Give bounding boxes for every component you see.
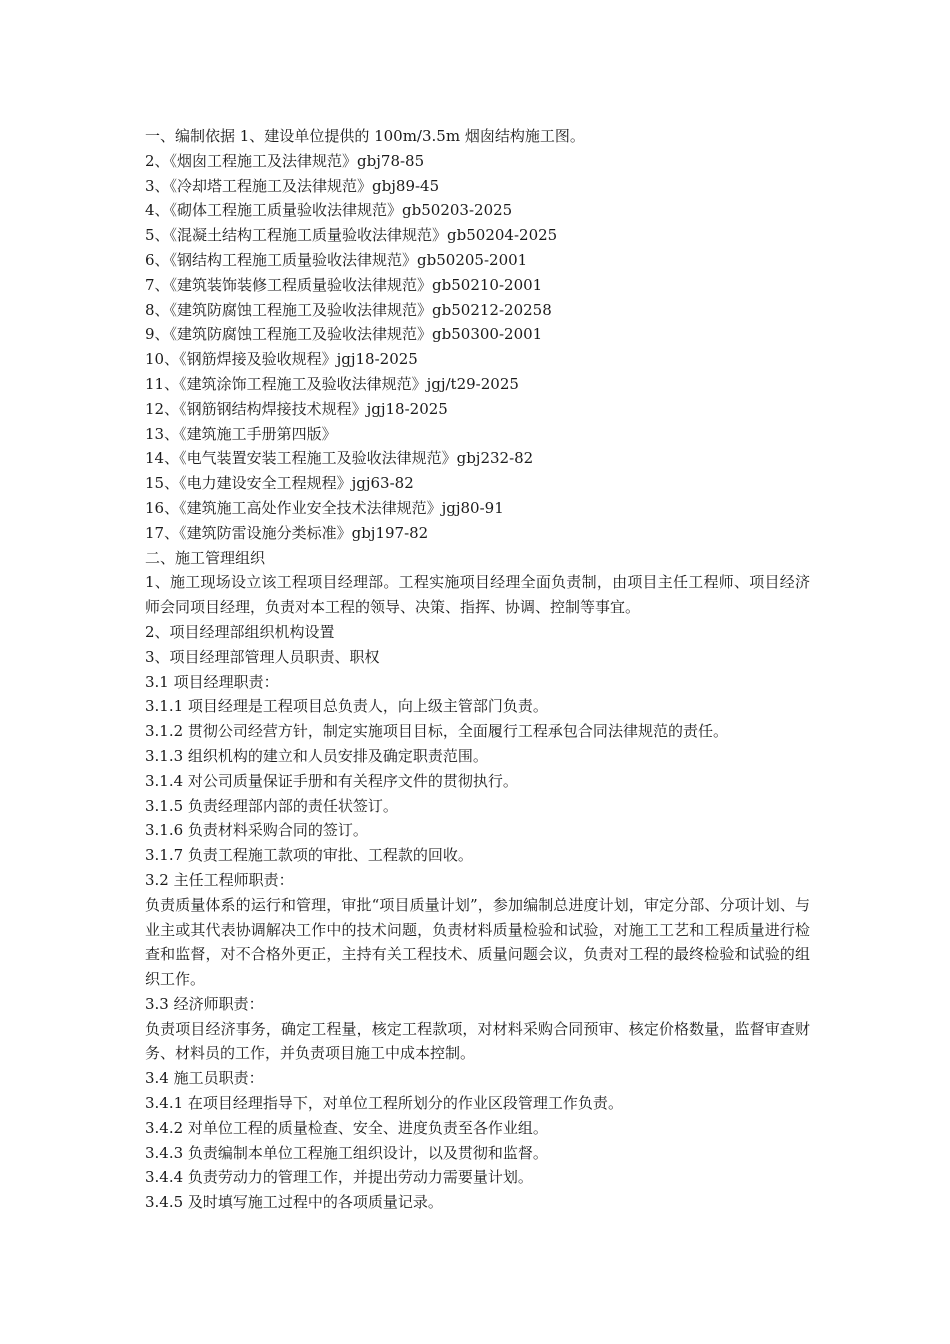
reference-item: 9、《建筑防腐蚀工程施工及验收法律规范》gb50300-2001	[145, 325, 543, 344]
paragraph-economist: 负责项目经济事务，确定工程量，核定工程款项，对材料采购合同预审、核定价格数量，监督审查财务、材料员的工作，并负责项目施工中成本控制。	[145, 1019, 810, 1063]
reference-item: 14、《电气装置安装工程施工及验收法律规范》gbj232-82	[145, 449, 534, 468]
reference-item: 5、《混凝土结构工程施工质量验收法律规范》gb50204-2025	[145, 226, 558, 245]
reference-item: 15、《电力建设安全工程规程》jgj63-82	[145, 474, 414, 493]
reference-item: 4、《砌体工程施工质量验收法律规范》gb50203-2025	[145, 201, 513, 220]
subheading: 3、项目经理部管理人员职责、职权	[145, 647, 380, 666]
section-heading-organization: 二、施工管理组织	[145, 548, 266, 567]
duty-item: 3.1.5 负责经理部内部的责任状签订。	[145, 796, 398, 815]
duty-item: 3.4.1 在项目经理指导下，对单位工程所划分的作业区段管理工作负责。	[145, 1094, 623, 1113]
reference-item: 12、《钢筋钢结构焊接技术规程》jgj18-2025	[145, 399, 448, 418]
subheading-economist: 3.3 经济师职责：	[145, 994, 264, 1013]
reference-item: 2、《烟囱工程施工及法律规范》gbj78-85	[145, 151, 425, 170]
duty-item: 3.1.7 负责工程施工款项的审批、工程款的回收。	[145, 846, 473, 865]
reference-item: 8、《建筑防腐蚀工程施工及验收法律规范》gb50212-20258	[145, 300, 552, 319]
reference-item: 3、《冷却塔工程施工及法律规范》gbj89-45	[145, 176, 440, 195]
subheading-chief-engineer: 3.2 主任工程师职责：	[145, 870, 294, 889]
reference-item: 11、《建筑涂饰工程施工及验收法律规范》jgj/t29-2025	[145, 374, 519, 393]
reference-item: 10、《钢筋焊接及验收规程》jgj18-2025	[145, 350, 418, 369]
section-heading-basis: 一、编制依据 1、建设单位提供的 100m/3.5m 烟囱结构施工图。	[145, 127, 585, 145]
duty-item: 3.4.2 对单位工程的质量检查、安全、进度负责至各作业组。	[145, 1118, 548, 1137]
paragraph-project-department: 1、施工现场设立该工程项目经理部。工程实施项目经理全面负责制，由项目主任工程师、项目经济师会同项目经理，负责对本工程的领导、决策、指挥、协调、控制等事宜。	[145, 573, 810, 617]
document-page	[145, 124, 810, 1215]
duty-item: 3.4.3 负责编制本单位工程施工组织设计，以及贯彻和监督。	[145, 1143, 548, 1162]
duty-item: 3.1.1 项目经理是工程项目总负责人，向上级主管部门负责。	[145, 697, 548, 716]
subheading-constructor: 3.4 施工员职责：	[145, 1069, 264, 1088]
duty-item: 3.1.6 负责材料采购合同的签订。	[145, 821, 368, 840]
reference-item: 6、《钢结构工程施工质量验收法律规范》gb50205-2001	[145, 250, 528, 269]
duty-item: 3.1.4 对公司质量保证手册和有关程序文件的贯彻执行。	[145, 771, 518, 790]
reference-item: 16、《建筑施工高处作业安全技术法律规范》jgj80-91	[145, 498, 504, 517]
subheading-project-manager: 3.1 项目经理职责：	[145, 672, 279, 691]
duty-item: 3.4.5 及时填写施工过程中的各项质量记录。	[145, 1193, 443, 1212]
duty-item: 3.1.2 贯彻公司经营方针，制定实施项目目标，全面履行工程承包合同法律规范的责任。	[145, 722, 728, 741]
paragraph-chief-engineer: 负责质量体系的运行和管理，审批“项目质量计划”，参加编制总进度计划，审定分部、分项计划、与业主或其代表协调解决工作中的技术问题，负责材料质量检验和试验，对施工工艺和工程质量进行检查和监督，对不合格外更正，主持有关工程技术、质量问题会议，负责对工程的最终检验和试验的组织工作。	[145, 895, 810, 989]
reference-item: 17、《建筑防雷设施分类标准》gbj197-82	[145, 523, 429, 542]
subheading: 2、项目经理部组织机构设置	[145, 622, 335, 641]
duty-item: 3.4.4 负责劳动力的管理工作，并提出劳动力需要量计划。	[145, 1168, 533, 1187]
duty-item: 3.1.3 组织机构的建立和人员安排及确定职责范围。	[145, 746, 488, 765]
reference-item: 7、《建筑装饰装修工程质量验收法律规范》gb50210-2001	[145, 275, 543, 294]
reference-item: 13、《建筑施工手册第四版》	[145, 424, 337, 443]
